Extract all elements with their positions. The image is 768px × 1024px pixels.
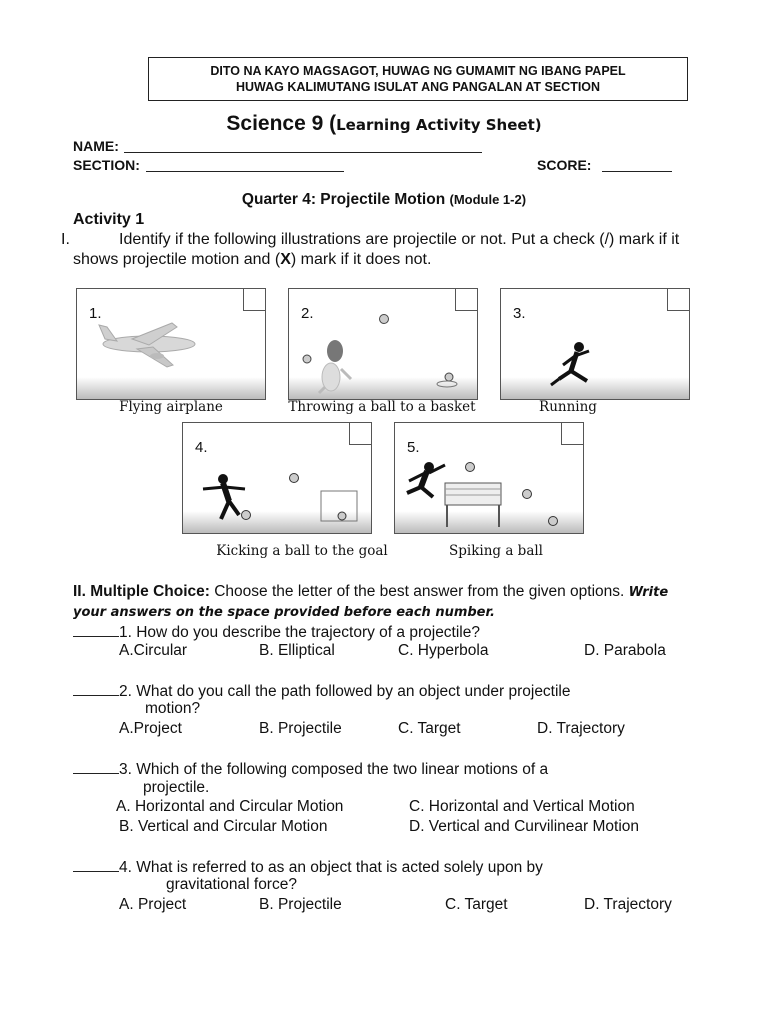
option: A. Project — [119, 896, 187, 913]
notice-line-2: HUWAG KALIMUTANG ISULAT ANG PANGALAN AT SECTION — [235, 80, 601, 94]
panel-number: 4. — [195, 439, 208, 456]
option: C. Target — [398, 720, 461, 737]
quarter-module: (Module 1-2) — [449, 192, 527, 207]
part2-heading: II. Multiple Choice: — [73, 583, 210, 600]
panel-caption-5: Spiking a ball — [449, 543, 543, 559]
option: C. Target — [445, 896, 508, 913]
option: D. Parabola — [584, 642, 666, 659]
illustration-panel-1 — [76, 288, 266, 400]
panel-caption-4: Kicking a ball to the goal — [216, 543, 388, 559]
illustration-panel-3 — [500, 288, 690, 400]
title-sub: Learning Activity Sheet) — [336, 116, 542, 134]
answer-blank-3[interactable] — [73, 759, 119, 774]
airplane-icon — [77, 289, 266, 400]
question-3 — [73, 759, 548, 779]
runner-icon — [501, 289, 690, 400]
part1-instructions — [61, 230, 713, 270]
part1-number: I. — [61, 231, 70, 248]
question-continuation: motion? — [145, 700, 201, 717]
question-1 — [73, 622, 480, 642]
question-continuation: gravitational force? — [166, 876, 297, 893]
section-label: SECTION: — [73, 157, 140, 173]
name-label: NAME: — [73, 138, 119, 154]
question-text: 4. What is referred to as an object that is acted solely upon by — [119, 859, 543, 876]
option: B. Projectile — [259, 720, 342, 737]
part1-text-b: ) mark if it does not. — [290, 251, 432, 268]
question-text: 2. What do you call the path followed by an object under projectile — [119, 683, 571, 700]
option: D. Trajectory — [537, 720, 625, 737]
quarter-heading — [0, 191, 768, 209]
option: D. Trajectory — [584, 896, 672, 913]
option: A.Project — [119, 720, 182, 737]
score-field[interactable] — [602, 171, 672, 172]
part1-x-mark: X — [280, 251, 291, 268]
throwing-figure-icon — [289, 289, 478, 400]
panel-caption-2: Throwing a ball to a basket — [288, 399, 476, 415]
panel-caption-1: Flying airplane — [119, 399, 223, 415]
question-4 — [73, 857, 543, 877]
question-2 — [73, 681, 571, 701]
illustration-panel-5 — [394, 422, 584, 534]
kicker-icon — [183, 423, 372, 534]
part2-text: Choose the letter of the best answer from the given options. — [209, 583, 625, 600]
question-text: 3. Which of the following composed the two linear motions of a — [119, 761, 549, 778]
instruction-notice — [148, 57, 688, 101]
spiker-icon — [395, 423, 584, 534]
part2-instructions — [73, 582, 693, 622]
option: D. Vertical and Curvilinear Motion — [409, 818, 640, 835]
question-text: 1. How do you describe the trajectory of a projectile? — [119, 624, 480, 641]
option: B. Projectile — [259, 896, 342, 913]
panel-number: 1. — [89, 305, 102, 322]
answer-blank-1[interactable] — [73, 622, 119, 637]
panel-number: 5. — [407, 439, 420, 456]
option: C. Hyperbola — [398, 642, 489, 659]
quarter-main: Quarter 4: Projectile Motion — [241, 191, 446, 208]
panel-number: 3. — [513, 305, 526, 322]
option: A.Circular — [119, 642, 188, 659]
panel-number: 2. — [301, 305, 314, 322]
activity-heading: Activity 1 — [73, 211, 145, 228]
question-continuation: projectile. — [143, 779, 210, 796]
section-field[interactable] — [146, 171, 344, 172]
option: C. Horizontal and Vertical Motion — [409, 798, 635, 815]
page-title — [0, 112, 768, 136]
part2-note: Write your answers on the space provided before each number. — [73, 585, 669, 620]
answer-blank-2[interactable] — [73, 681, 119, 696]
option: B. Elliptical — [259, 642, 335, 659]
name-field[interactable] — [124, 152, 482, 153]
option: A. Horizontal and Circular Motion — [116, 798, 344, 815]
panel-caption-3: Running — [539, 399, 597, 415]
answer-blank-4[interactable] — [73, 857, 119, 872]
title-main: Science 9 ( — [226, 112, 337, 135]
illustration-panel-4 — [182, 422, 372, 534]
illustration-panel-2 — [288, 288, 478, 400]
score-label: SCORE: — [537, 157, 592, 173]
notice-line-1: DITO NA KAYO MAGSAGOT, HUWAG NG GUMAMIT NG IBANG PAPEL — [210, 64, 626, 78]
part1-text-a: Identify if the following illustrations are projectile or not. Put a check (/) mark if it shows projectile motion and ( — [73, 231, 680, 268]
option: B. Vertical and Circular Motion — [119, 818, 328, 835]
